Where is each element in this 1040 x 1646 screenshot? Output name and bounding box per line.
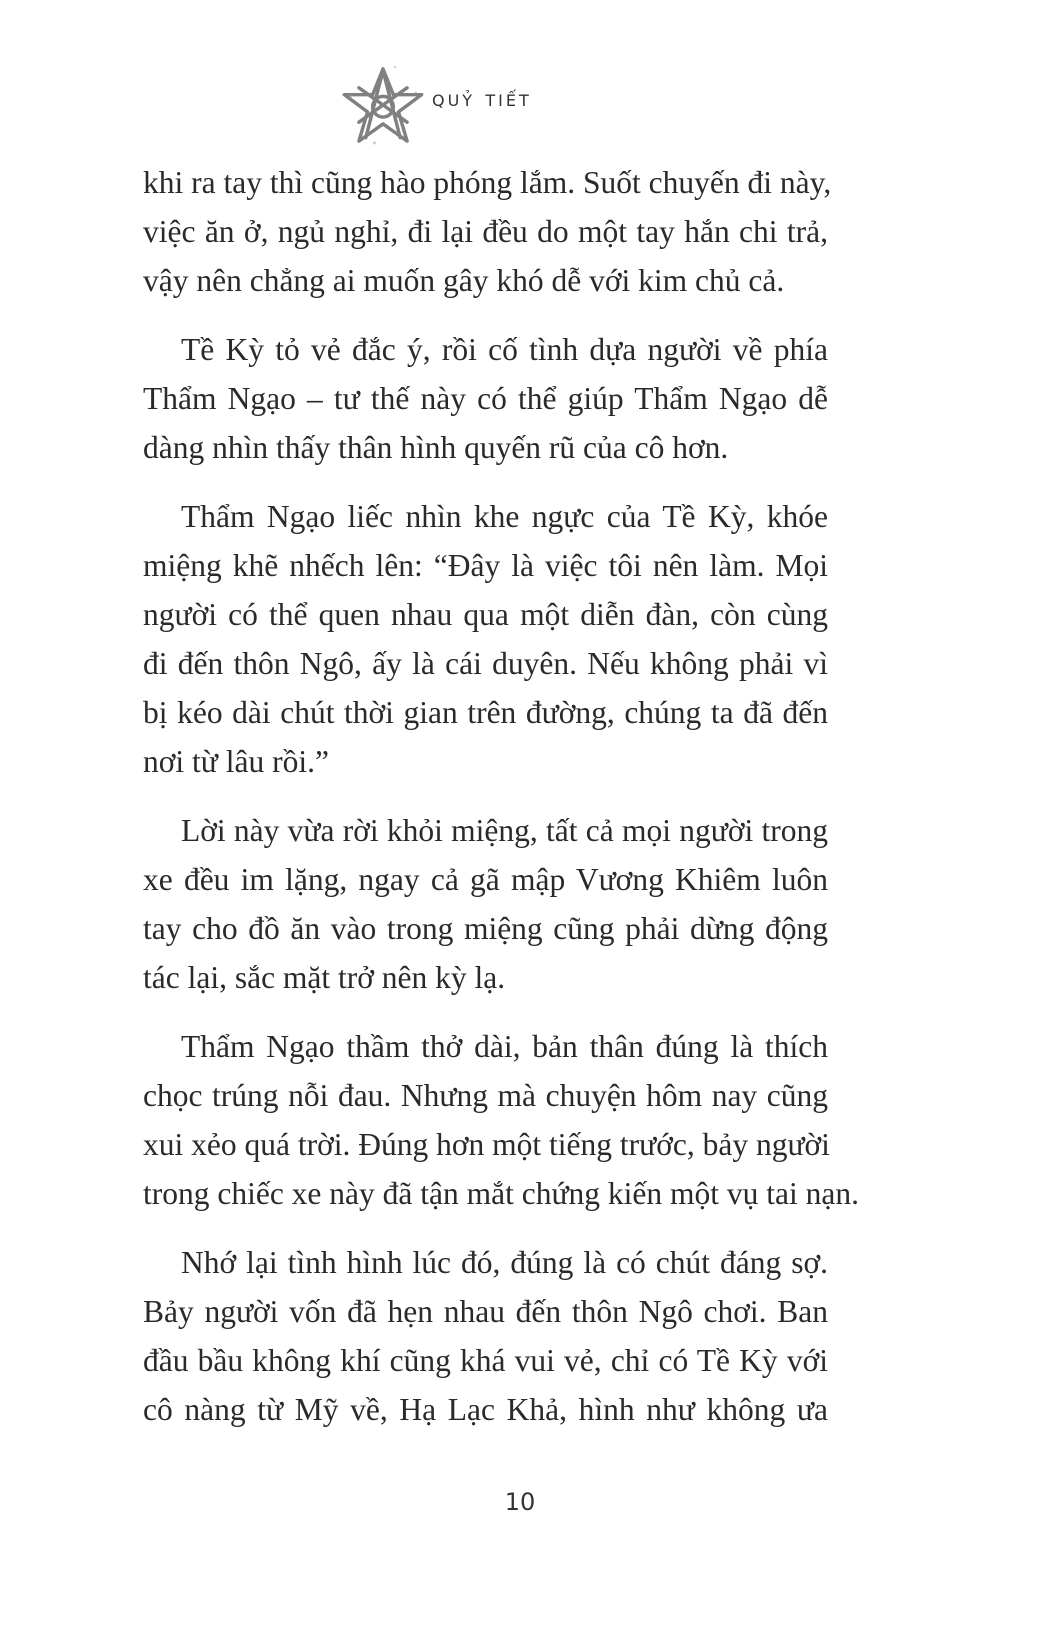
- text-line: Thẩm Ngạo thầm thở dài, bản thân đúng là thích: [181, 1029, 828, 1064]
- text-line: Bảy người vốn đã hẹn nhau đến thôn Ngô chơi. Ban: [143, 1294, 828, 1329]
- text-line: cô nàng từ Mỹ về, Hạ Lạc Khả, hình như không ưa: [143, 1392, 828, 1427]
- text-line: đầu bầu không khí cũng khá vui vẻ, chỉ có Tề Kỳ với: [143, 1343, 828, 1378]
- text-line: người có thể quen nhau qua một diễn đàn, còn cùng: [143, 597, 828, 632]
- text-line: Tề Kỳ tỏ vẻ đắc ý, rồi cố tình dựa người về phía: [181, 332, 828, 367]
- text-line: bị kéo dài chút thời gian trên đường, chúng ta đã đến: [143, 695, 828, 730]
- book-title: quỷ tiết: [432, 86, 532, 112]
- paragraph: [143, 492, 828, 786]
- text-line: chọc trúng nỗi đau. Nhưng mà chuyện hôm nay cũng: [143, 1078, 828, 1113]
- text-line: miệng khẽ nhếch lên: “Đây là việc tôi nên làm. Mọi: [143, 548, 828, 583]
- paragraph: [143, 806, 828, 1002]
- paragraph: [143, 1238, 828, 1434]
- text-line: tác lại, sắc mặt trở nên kỳ lạ.: [143, 960, 506, 995]
- text-line: tay cho đồ ăn vào trong miệng cũng phải dừng động: [143, 911, 828, 946]
- text-line: vậy nên chẳng ai muốn gây khó dễ với kim chủ cả.: [143, 263, 785, 298]
- text-line: việc ăn ở, ngủ nghỉ, đi lại đều do một tay hắn chi trả,: [143, 214, 828, 249]
- running-header: [340, 62, 700, 152]
- text-line: đi đến thôn Ngô, ấy là cái duyên. Nếu không phải vì: [143, 646, 828, 681]
- page-number: 10: [504, 1488, 536, 1516]
- text-line: xe đều im lặng, ngay cả gã mập Vương Khiêm luôn: [143, 862, 828, 897]
- text-line: Thẩm Ngạo liếc nhìn khe ngực của Tề Kỳ, khóe: [181, 499, 828, 534]
- text-line: Nhớ lại tình hình lúc đó, đúng là có chút đáng sợ.: [181, 1245, 828, 1280]
- text-line: dàng nhìn thấy thân hình quyến rũ của cô hơn.: [143, 430, 729, 465]
- paragraph: [143, 325, 828, 472]
- text-line: xui xẻo quá trời. Đúng hơn một tiếng trước, bảy người: [143, 1127, 830, 1162]
- text-line: Thẩm Ngạo – tư thế này có thể giúp Thẩm Ngạo dễ: [143, 381, 828, 416]
- text-line: nơi từ lâu rồi.”: [143, 744, 329, 779]
- text-line: trong chiếc xe này đã tận mắt chứng kiến một vụ tai nạn.: [143, 1176, 859, 1211]
- page-body: [143, 158, 859, 1454]
- pentagram-icon: [340, 62, 426, 148]
- text-line: Lời này vừa rời khỏi miệng, tất cả mọi người trong: [181, 813, 828, 848]
- text-line: khi ra tay thì cũng hào phóng lắm. Suốt chuyến đi này,: [143, 165, 832, 200]
- paragraph: [143, 1022, 859, 1218]
- paragraph: [143, 158, 832, 305]
